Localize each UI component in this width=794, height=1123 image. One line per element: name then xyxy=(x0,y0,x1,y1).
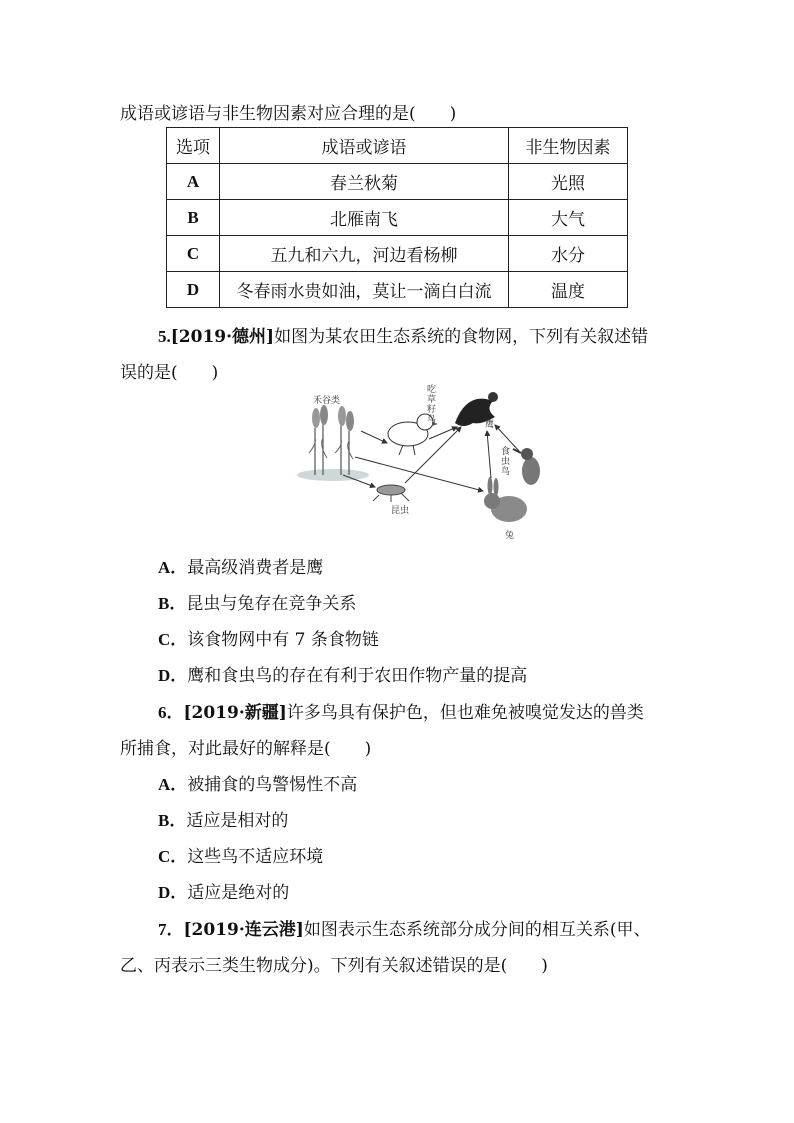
row-phrase: 冬春雨水贵如油，莫让一滴白白流 xyxy=(220,272,509,308)
q7-stem-line1 xyxy=(158,915,650,940)
q6-option-a: A．被捕食的鸟警惕性不高 xyxy=(158,775,358,795)
q6-option-c: C．这些鸟不适应环境 xyxy=(158,847,324,867)
q6-stem-line2: 所捕食，对此最好的解释是( ) xyxy=(120,739,372,759)
arrow-crops-rabbit xyxy=(355,457,483,491)
crops-illustration xyxy=(297,405,369,481)
table-row xyxy=(167,200,628,236)
rabbit-illustration xyxy=(484,477,527,522)
q5-number: 5. xyxy=(158,327,171,346)
arrow-seedbird-eagle xyxy=(429,427,457,439)
q7-stem-text: 如图表示生态系统部分成分间的相互关系(甲、 xyxy=(303,920,651,940)
q5-option-c: C．该食物网中有 7 条食物链 xyxy=(158,630,379,650)
q6-option-b: B．适应是相对的 xyxy=(158,811,289,831)
arrow-crops-seedbird xyxy=(361,431,387,443)
q7-source: [2019·连云港] xyxy=(183,920,304,940)
q5-stem-line1 xyxy=(158,322,648,347)
table-header-row xyxy=(167,128,628,164)
q7-stem-line2: 乙、丙表示三类生物成分)。下列有关叙述错误的是( ) xyxy=(120,956,548,976)
row-key: C xyxy=(167,236,220,272)
q6-number: 6． xyxy=(158,703,184,722)
q7-number: 7． xyxy=(158,920,184,939)
q5-source: [2019·德州] xyxy=(170,327,275,347)
q6-stem-line1 xyxy=(158,698,644,723)
label-crops: 禾谷类 xyxy=(313,396,341,406)
row-factor: 光照 xyxy=(509,164,628,200)
table-row xyxy=(167,236,628,272)
label-rabbit: 兔 xyxy=(505,531,515,541)
food-web-figure xyxy=(295,383,555,543)
q5-option-a: A．最高级消费者是鹰 xyxy=(158,558,324,578)
table-header: 选项 xyxy=(167,128,220,164)
row-factor: 水分 xyxy=(509,236,628,272)
row-key: D xyxy=(167,272,220,308)
label-eagle: 鹰 xyxy=(485,420,495,430)
arrow-rabbit-eagle xyxy=(487,431,491,478)
row-phrase: 北雁南飞 xyxy=(220,200,509,236)
q6-stem-text: 许多鸟具有保护色，但也难免被嗅觉发达的兽类 xyxy=(286,703,644,723)
label-seed-bird: 吃草籽鸟 xyxy=(427,385,437,425)
row-key: A xyxy=(167,164,220,200)
q5-option-d: D．鹰和食虫鸟的存在有利于农田作物产量的提高 xyxy=(158,666,528,686)
table-header: 非生物因素 xyxy=(509,128,628,164)
table-header: 成语或谚语 xyxy=(220,128,509,164)
intro-text: 成语或谚语与非生物因素对应合理的是( ) xyxy=(120,104,457,124)
food-web-diagram xyxy=(295,383,555,543)
options-table xyxy=(166,127,628,308)
insect-bird-illustration xyxy=(513,448,540,485)
row-phrase: 春兰秋菊 xyxy=(220,164,509,200)
label-insect: 昆虫 xyxy=(391,506,410,516)
row-key: B xyxy=(167,200,220,236)
q6-option-d: D．适应是绝对的 xyxy=(158,883,290,903)
row-phrase: 五九和六九，河边看杨柳 xyxy=(220,236,509,272)
q5-stem-text: 如图为某农田生态系统的食物网，下列有关叙述错 xyxy=(274,327,649,347)
q5-stem-line2: 误的是( ) xyxy=(120,363,219,383)
food-web-arrows xyxy=(343,425,519,491)
label-insect-bird: 食虫鸟 xyxy=(501,447,511,477)
q5-option-b: B．昆虫与兔存在竞争关系 xyxy=(158,594,357,614)
row-factor: 大气 xyxy=(509,200,628,236)
table-row xyxy=(167,164,628,200)
row-factor: 温度 xyxy=(509,272,628,308)
insect-illustration xyxy=(373,485,409,502)
table-row xyxy=(167,272,628,308)
q6-source: [2019·新疆] xyxy=(183,703,287,723)
